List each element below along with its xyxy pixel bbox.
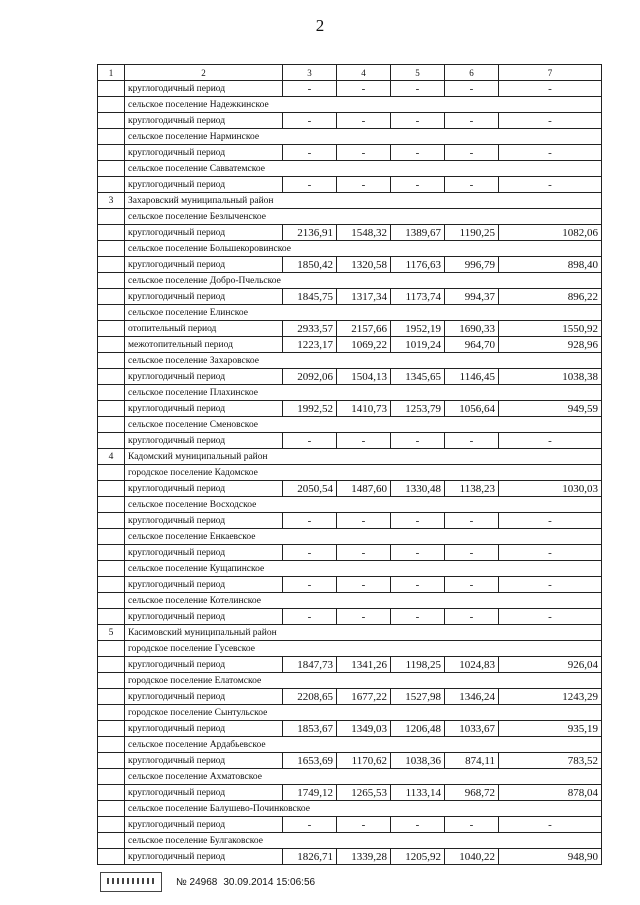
value-cell: 1040,22 (445, 849, 499, 865)
value-cell: 1190,25 (445, 225, 499, 241)
row-label-cell: отопительный период (125, 321, 283, 337)
value-cell: - (445, 545, 499, 561)
value-cell: 1173,74 (391, 289, 445, 305)
data-row (98, 513, 602, 529)
row-label-cell: сельское поселение Котелинское (125, 593, 602, 609)
building-stamp-icon (100, 872, 162, 892)
value-cell: - (445, 817, 499, 833)
value-cell: 1847,73 (283, 657, 337, 673)
row-number-cell (98, 209, 125, 225)
row-number-cell (98, 849, 125, 865)
value-cell: - (283, 545, 337, 561)
data-row (98, 145, 602, 161)
row-label-cell: сельское поселение Ахматовское (125, 769, 602, 785)
settlement-row (98, 497, 602, 513)
value-cell: - (391, 609, 445, 625)
settlement-row (98, 161, 602, 177)
data-row (98, 577, 602, 593)
value-cell: 898,40 (499, 257, 602, 273)
tariff-table (97, 64, 602, 865)
settlement-row (98, 769, 602, 785)
value-cell: 1853,67 (283, 721, 337, 737)
settlement-row (98, 241, 602, 257)
value-cell: - (283, 817, 337, 833)
value-cell: 948,90 (499, 849, 602, 865)
row-number-cell (98, 177, 125, 193)
row-number-cell (98, 337, 125, 353)
header-cell: 6 (445, 65, 499, 81)
row-label-cell: сельское поселение Восходское (125, 497, 602, 513)
data-row (98, 81, 602, 97)
data-row (98, 177, 602, 193)
value-cell: - (337, 81, 391, 97)
value-cell: 1527,98 (391, 689, 445, 705)
value-cell: 1056,64 (445, 401, 499, 417)
row-label-cell: круглогодичный период (125, 785, 283, 801)
value-cell: - (283, 609, 337, 625)
value-cell: - (391, 545, 445, 561)
row-number-cell (98, 753, 125, 769)
district-row (98, 193, 602, 209)
value-cell: 964,70 (445, 337, 499, 353)
value-cell: 1138,23 (445, 481, 499, 497)
value-cell: 1341,26 (337, 657, 391, 673)
value-cell: 2157,66 (337, 321, 391, 337)
row-number-cell (98, 353, 125, 369)
value-cell: 1038,38 (499, 369, 602, 385)
settlement-row (98, 129, 602, 145)
data-row (98, 113, 602, 129)
value-cell: - (337, 513, 391, 529)
value-cell: 783,52 (499, 753, 602, 769)
row-label-cell: круглогодичный период (125, 545, 283, 561)
settlement-row (98, 593, 602, 609)
value-cell: - (499, 433, 602, 449)
value-cell: 1176,63 (391, 257, 445, 273)
row-label-cell: сельское поселение Балушево-Починковское (125, 801, 602, 817)
value-cell: 1826,71 (283, 849, 337, 865)
row-label-cell: круглогодичный период (125, 481, 283, 497)
row-number-cell (98, 97, 125, 113)
value-cell: 1317,34 (337, 289, 391, 305)
value-cell: - (391, 433, 445, 449)
value-cell: 1206,48 (391, 721, 445, 737)
document-number: № 24968 (176, 876, 218, 888)
row-number-cell (98, 833, 125, 849)
row-number-cell (98, 785, 125, 801)
value-cell: 1677,22 (337, 689, 391, 705)
row-number-cell (98, 145, 125, 161)
settlement-row (98, 353, 602, 369)
row-number-cell: 4 (98, 449, 125, 465)
row-label-cell: круглогодичный период (125, 689, 283, 705)
value-cell: - (391, 817, 445, 833)
value-cell: 1346,24 (445, 689, 499, 705)
value-cell: 1339,28 (337, 849, 391, 865)
settlement-row (98, 97, 602, 113)
row-label-cell: сельское поселение Большекоровинское (125, 241, 602, 257)
value-cell: - (499, 145, 602, 161)
header-cell: 3 (283, 65, 337, 81)
row-label-cell: круглогодичный период (125, 513, 283, 529)
data-row (98, 289, 602, 305)
settlement-row (98, 529, 602, 545)
row-label-cell: городское поселение Сынтульское (125, 705, 602, 721)
value-cell: 2933,57 (283, 321, 337, 337)
value-cell: 1690,33 (445, 321, 499, 337)
value-cell: 878,04 (499, 785, 602, 801)
settlement-row (98, 705, 602, 721)
row-number-cell (98, 401, 125, 417)
row-number-cell (98, 417, 125, 433)
row-number-cell (98, 81, 125, 97)
row-number-cell (98, 705, 125, 721)
row-number-cell: 5 (98, 625, 125, 641)
district-row (98, 449, 602, 465)
value-cell: - (337, 433, 391, 449)
row-number-cell (98, 513, 125, 529)
settlement-row (98, 305, 602, 321)
settlement-row (98, 801, 602, 817)
row-number-cell (98, 385, 125, 401)
settlement-row (98, 417, 602, 433)
value-cell: - (283, 145, 337, 161)
row-number-cell (98, 689, 125, 705)
row-label-cell: Кадомский муниципальный район (125, 449, 602, 465)
row-number-cell (98, 273, 125, 289)
row-label-cell: круглогодичный период (125, 609, 283, 625)
value-cell: 935,19 (499, 721, 602, 737)
row-label-cell: сельское поселение Надежкинское (125, 97, 602, 113)
row-label-cell: круглогодичный период (125, 257, 283, 273)
value-cell: 1265,53 (337, 785, 391, 801)
value-cell: 874,11 (445, 753, 499, 769)
row-number-cell (98, 817, 125, 833)
value-cell: - (499, 545, 602, 561)
row-label-cell: круглогодичный период (125, 401, 283, 417)
data-row (98, 481, 602, 497)
value-cell: - (391, 513, 445, 529)
header-cell: 7 (499, 65, 602, 81)
value-cell: - (499, 81, 602, 97)
value-cell: - (391, 177, 445, 193)
value-cell: 1033,67 (445, 721, 499, 737)
data-row (98, 433, 602, 449)
settlement-row (98, 385, 602, 401)
tariff-table-body (98, 65, 602, 865)
value-cell: - (283, 577, 337, 593)
settlement-row (98, 209, 602, 225)
value-cell: 1349,03 (337, 721, 391, 737)
row-label-cell: круглогодичный период (125, 849, 283, 865)
value-cell: 1550,92 (499, 321, 602, 337)
row-number-cell (98, 161, 125, 177)
value-cell: - (337, 145, 391, 161)
value-cell: - (445, 145, 499, 161)
row-number-cell (98, 609, 125, 625)
value-cell: 1024,83 (445, 657, 499, 673)
value-cell: 1030,03 (499, 481, 602, 497)
value-cell: 1019,24 (391, 337, 445, 353)
value-cell: - (337, 113, 391, 129)
row-number-cell (98, 257, 125, 273)
value-cell: 928,96 (499, 337, 602, 353)
value-cell: 1038,36 (391, 753, 445, 769)
row-number-cell (98, 577, 125, 593)
value-cell: 1133,14 (391, 785, 445, 801)
data-row (98, 337, 602, 353)
data-row (98, 401, 602, 417)
value-cell: - (337, 577, 391, 593)
value-cell: - (445, 81, 499, 97)
row-label-cell: городское поселение Елатомское (125, 673, 602, 689)
row-number-cell (98, 673, 125, 689)
value-cell: - (499, 113, 602, 129)
value-cell: - (337, 177, 391, 193)
value-cell: 994,37 (445, 289, 499, 305)
value-cell: 1082,06 (499, 225, 602, 241)
value-cell: - (499, 577, 602, 593)
value-cell: 2050,54 (283, 481, 337, 497)
row-label-cell: круглогодичный период (125, 721, 283, 737)
row-label-cell: круглогодичный период (125, 289, 283, 305)
row-label-cell: сельское поселение Безлыченское (125, 209, 602, 225)
row-label-cell: сельское поселение Енкаевское (125, 529, 602, 545)
value-cell: - (337, 609, 391, 625)
row-label-cell: круглогодичный период (125, 817, 283, 833)
value-cell: 1146,45 (445, 369, 499, 385)
row-label-cell: сельское поселение Плахинское (125, 385, 602, 401)
row-label-cell: городское поселение Кадомское (125, 465, 602, 481)
row-label-cell: сельское поселение Савватемское (125, 161, 602, 177)
value-cell: - (391, 145, 445, 161)
footer (100, 872, 315, 892)
row-label-cell: сельское поселение Елинское (125, 305, 602, 321)
value-cell: 1253,79 (391, 401, 445, 417)
data-row (98, 721, 602, 737)
value-cell: - (283, 81, 337, 97)
settlement-row (98, 673, 602, 689)
data-row (98, 321, 602, 337)
value-cell: - (283, 513, 337, 529)
row-number-cell (98, 321, 125, 337)
data-row (98, 657, 602, 673)
settlement-row (98, 641, 602, 657)
value-cell: - (499, 817, 602, 833)
header-row (98, 65, 602, 81)
value-cell: - (499, 177, 602, 193)
data-row (98, 753, 602, 769)
value-cell: 949,59 (499, 401, 602, 417)
row-number-cell (98, 481, 125, 497)
row-label-cell: круглогодичный период (125, 113, 283, 129)
data-row (98, 785, 602, 801)
data-row (98, 545, 602, 561)
value-cell: 896,22 (499, 289, 602, 305)
row-number-cell (98, 497, 125, 513)
value-cell: - (283, 113, 337, 129)
settlement-row (98, 833, 602, 849)
row-number-cell (98, 593, 125, 609)
row-label-cell: Захаровский муниципальный район (125, 193, 602, 209)
header-cell: 2 (125, 65, 283, 81)
row-number-cell (98, 641, 125, 657)
value-cell: 996,79 (445, 257, 499, 273)
value-cell: 1749,12 (283, 785, 337, 801)
row-number-cell (98, 305, 125, 321)
row-label-cell: сельское поселение Ардабьевское (125, 737, 602, 753)
row-label-cell: сельское поселение Добро-Пчельское (125, 273, 602, 289)
row-number-cell (98, 465, 125, 481)
row-number-cell (98, 801, 125, 817)
value-cell: 1850,42 (283, 257, 337, 273)
page-number: 2 (315, 16, 325, 35)
header-cell: 1 (98, 65, 125, 81)
value-cell: 1548,32 (337, 225, 391, 241)
row-label-cell: сельское поселение Кущапинское (125, 561, 602, 577)
settlement-row (98, 273, 602, 289)
row-label-cell: Касимовский муниципальный район (125, 625, 602, 641)
value-cell: - (445, 513, 499, 529)
value-cell: - (499, 513, 602, 529)
row-label-cell: сельское поселение Захаровское (125, 353, 602, 369)
row-number-cell (98, 657, 125, 673)
row-label-cell: круглогодичный период (125, 81, 283, 97)
value-cell: - (499, 609, 602, 625)
row-number-cell (98, 369, 125, 385)
value-cell: 1243,29 (499, 689, 602, 705)
row-label-cell: сельское поселение Сменовское (125, 417, 602, 433)
header-cell: 4 (337, 65, 391, 81)
value-cell: 1345,65 (391, 369, 445, 385)
row-number-cell (98, 545, 125, 561)
data-row (98, 257, 602, 273)
row-number-cell (98, 737, 125, 753)
value-cell: - (283, 433, 337, 449)
row-label-cell: круглогодичный период (125, 753, 283, 769)
value-cell: 2092,06 (283, 369, 337, 385)
value-cell: 1069,22 (337, 337, 391, 353)
value-cell: 1389,67 (391, 225, 445, 241)
value-cell: 1198,25 (391, 657, 445, 673)
value-cell: - (445, 177, 499, 193)
data-row (98, 849, 602, 865)
settlement-row (98, 465, 602, 481)
value-cell: 1653,69 (283, 753, 337, 769)
row-label-cell: круглогодичный период (125, 145, 283, 161)
value-cell: - (337, 817, 391, 833)
settlement-row (98, 737, 602, 753)
row-label-cell: круглогодичный период (125, 177, 283, 193)
value-cell: - (283, 177, 337, 193)
row-label-cell: круглогодичный период (125, 657, 283, 673)
settlement-row (98, 561, 602, 577)
row-label-cell: сельское поселение Булгаковское (125, 833, 602, 849)
data-row (98, 817, 602, 833)
value-cell: 968,72 (445, 785, 499, 801)
value-cell: 2136,91 (283, 225, 337, 241)
data-row (98, 369, 602, 385)
data-row (98, 689, 602, 705)
value-cell: 1410,73 (337, 401, 391, 417)
value-cell: 1320,58 (337, 257, 391, 273)
value-cell: 1170,62 (337, 753, 391, 769)
data-row (98, 225, 602, 241)
row-number-cell (98, 561, 125, 577)
row-label-cell: круглогодичный период (125, 369, 283, 385)
value-cell: - (445, 113, 499, 129)
value-cell: - (445, 577, 499, 593)
row-label-cell: круглогодичный период (125, 225, 283, 241)
value-cell: 1487,60 (337, 481, 391, 497)
value-cell: - (391, 113, 445, 129)
value-cell: 1504,13 (337, 369, 391, 385)
value-cell: - (445, 433, 499, 449)
value-cell: 1952,19 (391, 321, 445, 337)
row-number-cell (98, 129, 125, 145)
row-number-cell (98, 113, 125, 129)
row-number-cell (98, 225, 125, 241)
row-label-cell: межотопительный период (125, 337, 283, 353)
header-cell: 5 (391, 65, 445, 81)
district-row (98, 625, 602, 641)
value-cell: 1223,17 (283, 337, 337, 353)
row-number-cell (98, 289, 125, 305)
value-cell: - (391, 81, 445, 97)
row-number-cell: 3 (98, 193, 125, 209)
row-number-cell (98, 721, 125, 737)
value-cell: 1330,48 (391, 481, 445, 497)
row-label-cell: круглогодичный период (125, 577, 283, 593)
value-cell: 1205,92 (391, 849, 445, 865)
value-cell: 1845,75 (283, 289, 337, 305)
value-cell: 926,04 (499, 657, 602, 673)
value-cell: 1992,52 (283, 401, 337, 417)
row-number-cell (98, 433, 125, 449)
value-cell: - (445, 609, 499, 625)
row-number-cell (98, 241, 125, 257)
document-timestamp: 30.09.2014 15:06:56 (223, 876, 316, 888)
value-cell: 2208,65 (283, 689, 337, 705)
data-row (98, 609, 602, 625)
row-label-cell: городское поселение Гусевское (125, 641, 602, 657)
row-label-cell: круглогодичный период (125, 433, 283, 449)
row-number-cell (98, 529, 125, 545)
value-cell: - (337, 545, 391, 561)
value-cell: - (391, 577, 445, 593)
row-label-cell: сельское поселение Нарминское (125, 129, 602, 145)
row-number-cell (98, 769, 125, 785)
